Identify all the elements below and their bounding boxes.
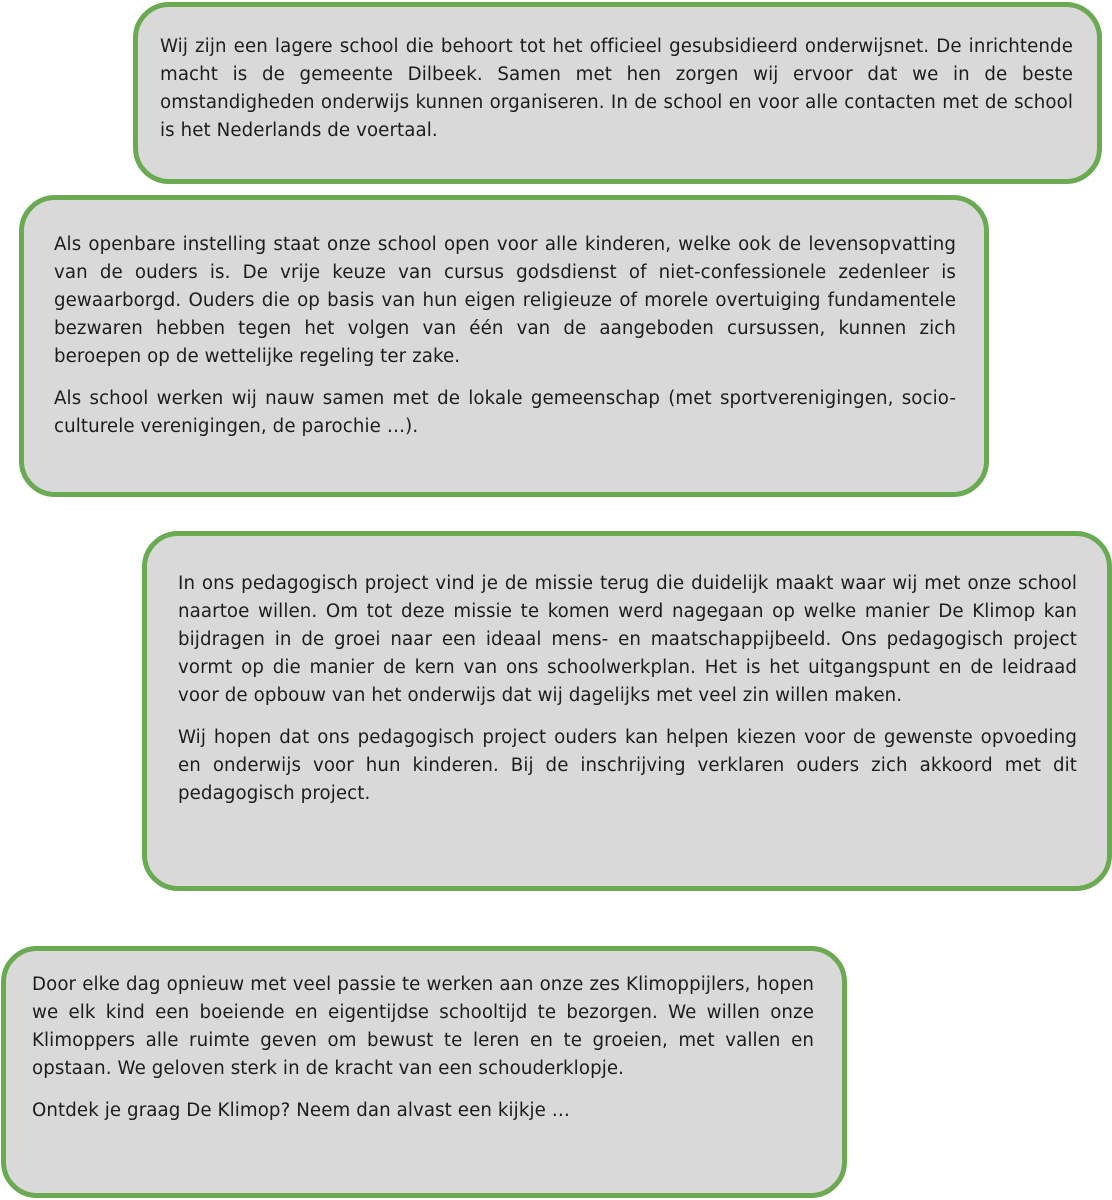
paragraph: In ons pedagogisch project vind je de missie terug die duidelijk maakt waar wij met onze school naartoe willen. Om tot deze missie te komen werd nagegaan op welke manier De Klimop kan bijdragen in de groei naar een ideaal mens- en maatschappijbeeld. Ons pedagogisch project vormt op die manier de kern van ons schoolwerkplan. Het is het uitgangspunt en de leidraad voor de opbouw van het onderwijs dat wij dagelijks met veel zin willen maken. (178, 573, 1077, 706)
info-box-klimop-pillars (1, 946, 847, 1198)
paragraph: Ontdek je graag De Klimop? Neem dan alvast een kijkje … (32, 1100, 571, 1121)
info-box-pedagogical-project (142, 531, 1112, 891)
info-box-open-institution (19, 195, 989, 497)
paragraph: Wij hopen dat ons pedagogisch project ouders kan helpen kiezen voor de gewenste opvoeding en onderwijs voor hun kinderen. Bij de inschrijving verklaren ouders zich akkoord met dit pedagogisch project. (178, 727, 1077, 804)
paragraph: Als school werken wij nauw samen met de lokale gemeenschap (met sportverenigingen, socio-culturele verenigingen, de parochie …). (54, 388, 956, 437)
info-box-school-network (133, 2, 1102, 184)
paragraph: Wij zijn een lagere school die behoort tot het officieel gesubsidieerd onderwijsnet. De inrichtende macht is de gemeente Dilbeek. Samen met hen zorgen wij ervoor dat we in de beste omstandigheden onderwijs kunnen organiseren. In de school en voor alle contacten met de school is het Nederlands de voertaal. (160, 36, 1073, 141)
paragraph: Als openbare instelling staat onze school open voor alle kinderen, welke ook de levensopvatting van de ouders is. De vrije keuze van cursus godsdienst of niet-confessionele zedenleer is gewaarborgd. Ouders die op basis van hun eigen religieuze of morele overtuiging fundamentele bezwaren hebben tegen het volgen van één van de aangeboden cursussen, kunnen zich beroepen op de wettelijke regeling ter zake. (54, 234, 956, 367)
paragraph: Door elke dag opnieuw met veel passie te werken aan onze zes Klimoppijlers, hopen we elk kind een boeiende en eigentijdse schooltijd te bezorgen. We willen onze Klimoppers alle ruimte geven om bewust te leren en te groeien, met vallen en opstaan. We geloven sterk in de kracht van een schouderklopje. (32, 974, 814, 1079)
